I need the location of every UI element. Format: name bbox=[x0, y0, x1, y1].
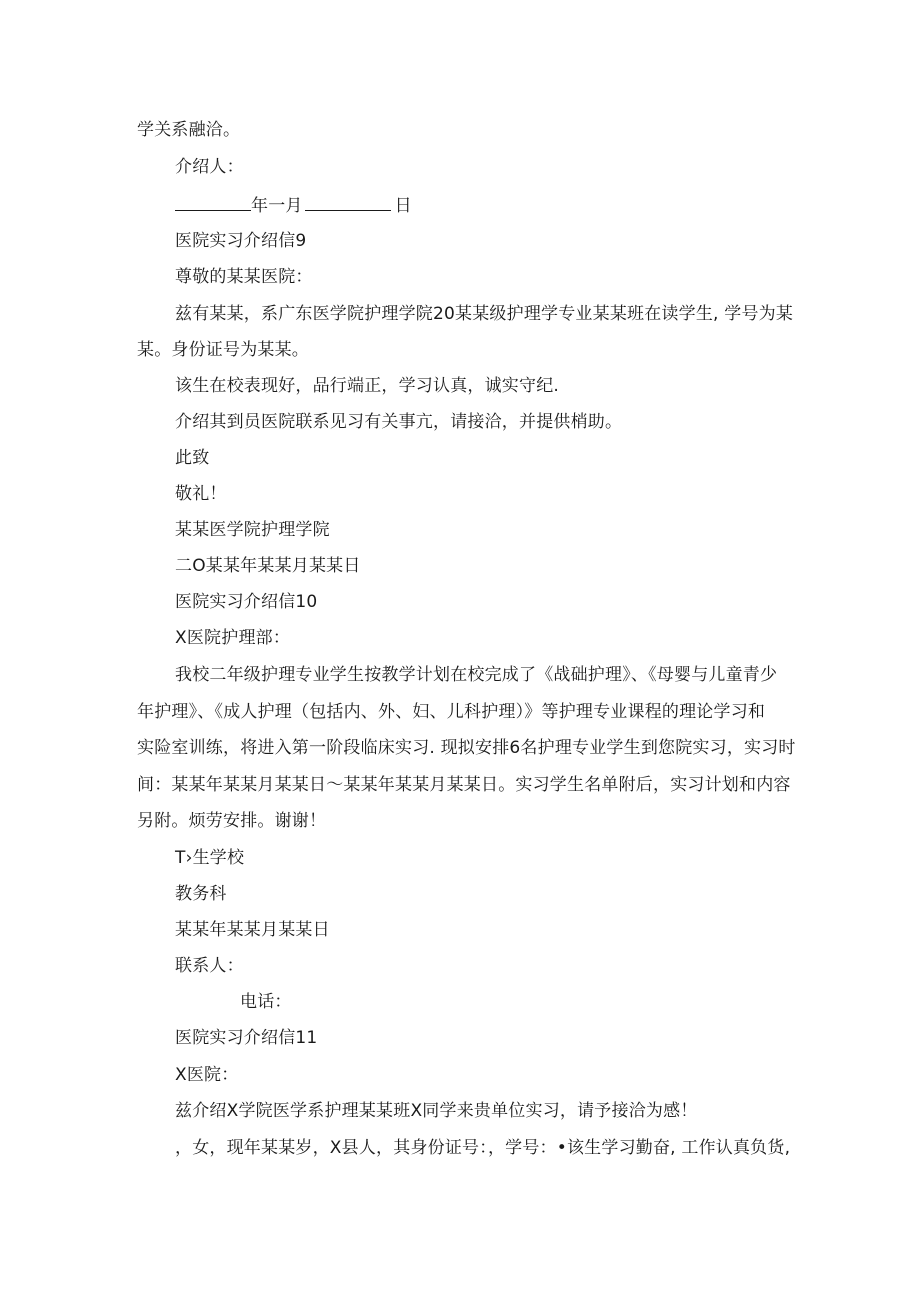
text-line: 间：某某年某某月某某日～某某年某某月某某日。实习学生名单附后，实习计划和内容 bbox=[137, 775, 791, 795]
signature-date: 二O某某年某某月某某日 bbox=[175, 556, 361, 576]
text-line: 介绍其到员医院联系见习有关事亢，请接洽，并提供梢助。 bbox=[175, 412, 623, 432]
text-line: 兹介绍X学院医学系护理某某班X同学来贵单位实习，请予接洽为感！ bbox=[175, 1101, 698, 1121]
section-heading: 医院实习介绍信11 bbox=[175, 1028, 318, 1048]
text-line: 兹有某某，系广东医学院护理学院20某某级护理学专业某某班在读学生, 学号为某 bbox=[175, 304, 794, 324]
text-line: 学关系融洽。 bbox=[137, 120, 241, 140]
signature-org: 某某医学院护理学院 bbox=[175, 520, 330, 540]
text-line: 某。身份证号为某某。 bbox=[137, 340, 309, 360]
text-line: 此致 bbox=[175, 448, 210, 468]
text-line: 实险室训练，将进入第一阶段临床实习. 现拟安排6名护理专业学生到您院实习，实习时 bbox=[137, 738, 796, 758]
text-line: 该生在校表现好，品行端正，学习认真，诚实守纪. bbox=[175, 376, 560, 396]
text-fragment: 年一月 bbox=[251, 196, 303, 216]
section-heading: 医院实习介绍信10 bbox=[175, 592, 318, 612]
text-line: 我校二年级护理专业学生按教学计划在校完成了《战础护理》、《母婴与儿童青少 bbox=[175, 665, 778, 685]
signature-org: T›生学校 bbox=[175, 848, 245, 868]
text-line: ，女，现年某某岁，X县人，其身份证号：，学号：•该生学习勤奋, 工作认真负货, bbox=[175, 1138, 791, 1158]
signature-date: 某某年某某月某某日 bbox=[175, 920, 330, 940]
salutation: X医院护理部： bbox=[175, 628, 291, 648]
date-blank-line bbox=[175, 194, 412, 217]
text-line: 年护理》、《成人护理（包括内、外、妇、儿科护理）》等护理专业课程的理论学习和 bbox=[137, 702, 766, 722]
contact-label: 联系人： bbox=[175, 956, 244, 976]
phone-label: 电话： bbox=[240, 992, 292, 1012]
section-heading: 医院实习介绍信9 bbox=[175, 231, 307, 251]
blank-underline bbox=[305, 194, 391, 211]
blank-underline bbox=[175, 194, 251, 211]
signature-dept: 教务科 bbox=[175, 884, 227, 904]
salutation: 尊敬的某某医院： bbox=[175, 267, 313, 287]
text-fragment: 日 bbox=[394, 196, 412, 216]
salutation: X医院： bbox=[175, 1065, 239, 1085]
text-line: 介绍人： bbox=[175, 157, 244, 177]
text-line: 敬礼！ bbox=[175, 484, 227, 504]
text-line: 另附。烦劳安排。谢谢！ bbox=[137, 811, 327, 831]
